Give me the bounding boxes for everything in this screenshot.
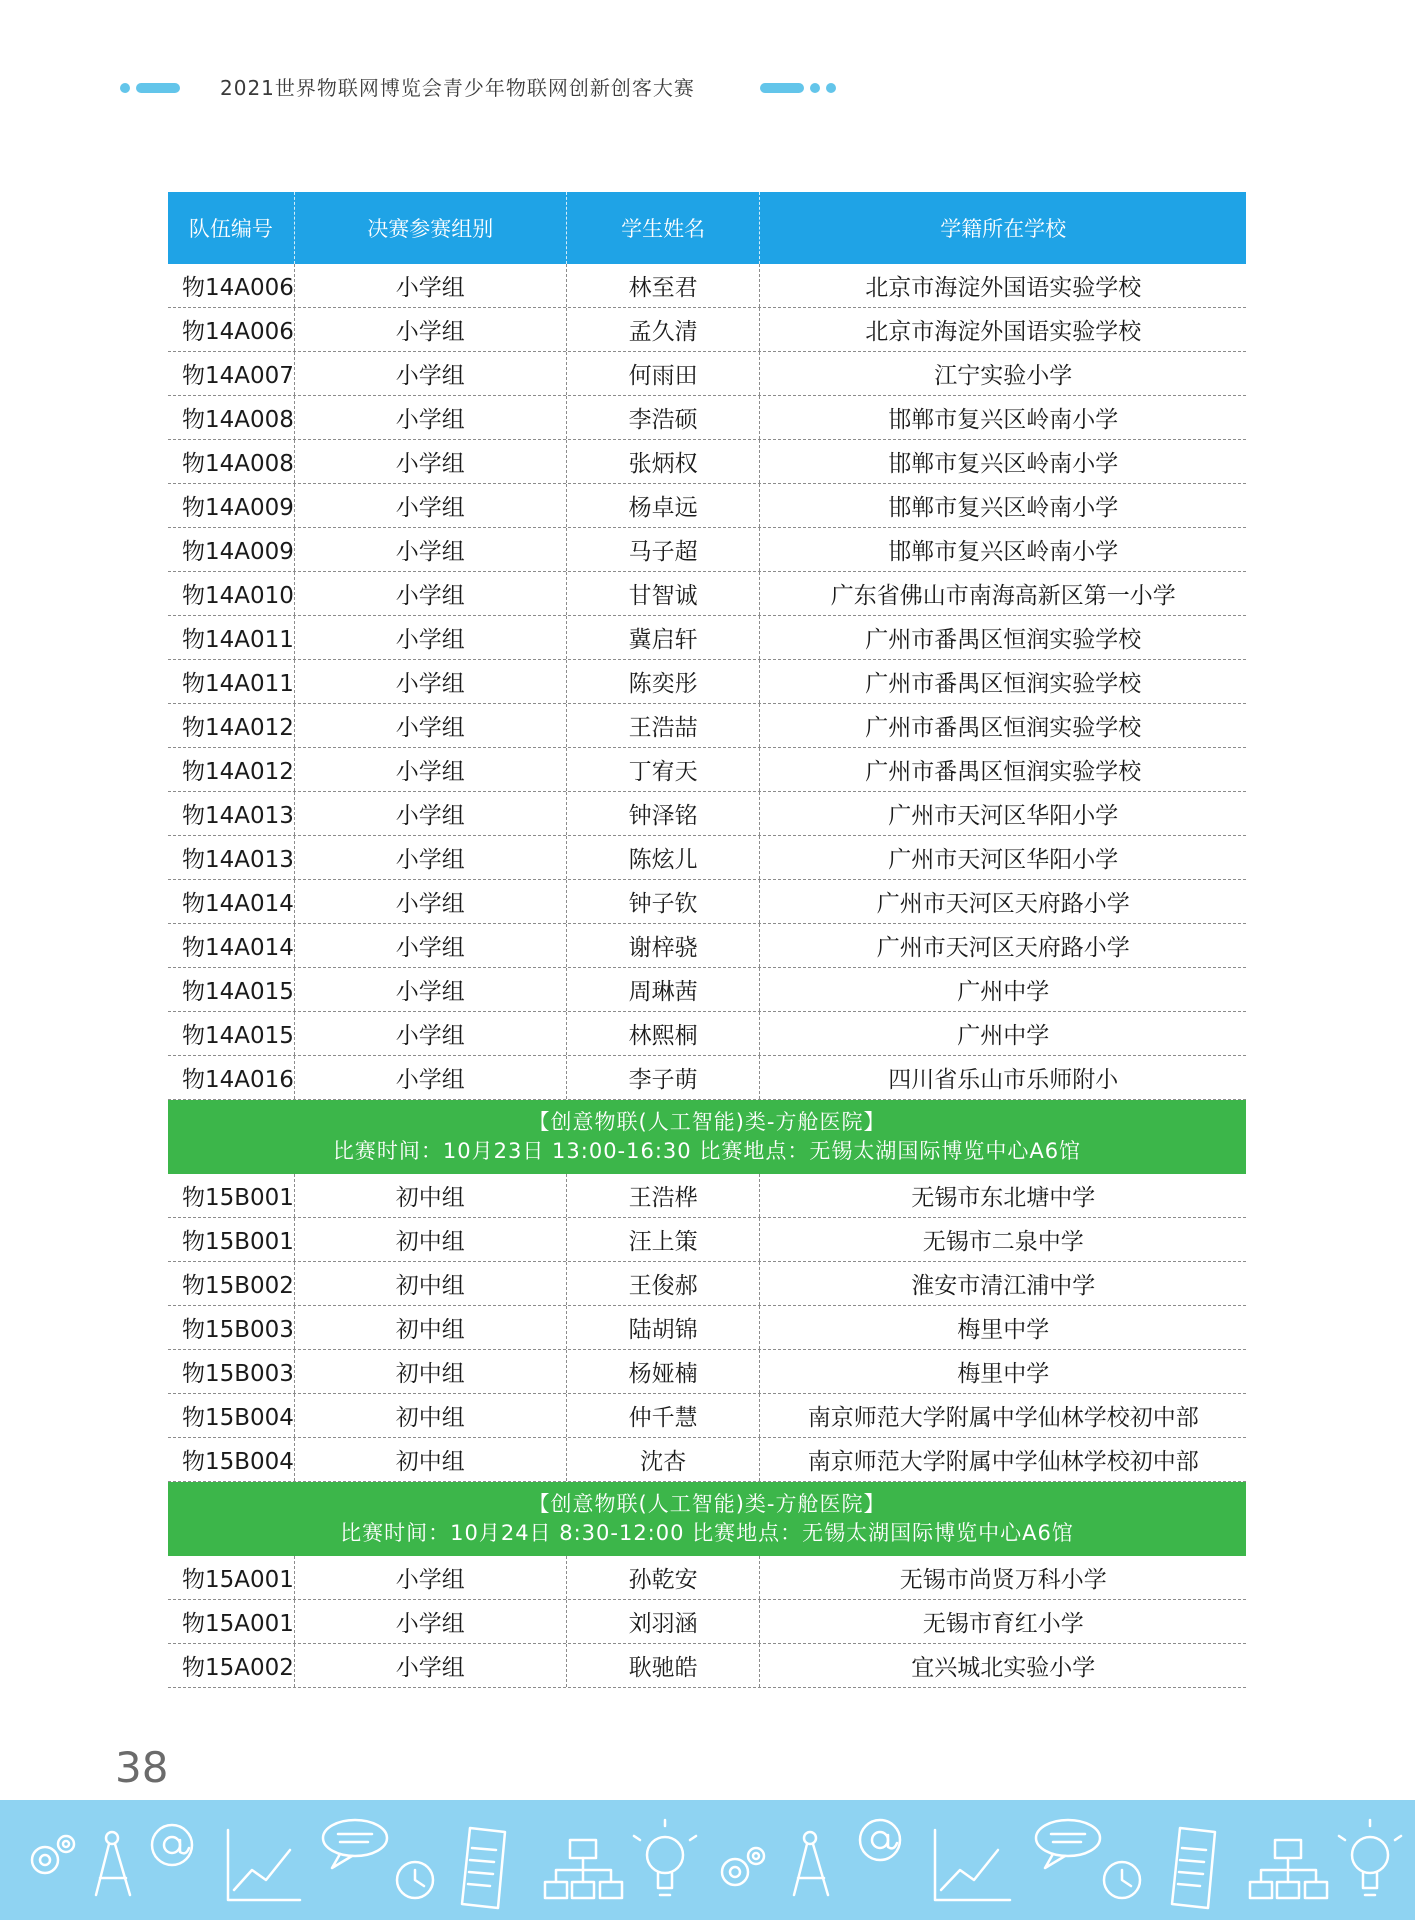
- cell-team-id: 物14A014: [182, 935, 294, 961]
- cell-student-name: 孟久清: [566, 308, 759, 351]
- cell-student-name: 王浩喆: [566, 704, 759, 747]
- table-row: [168, 748, 1246, 792]
- section-banner: [168, 1100, 1246, 1174]
- header-pill-decoration: [136, 83, 180, 93]
- table-row: [168, 792, 1246, 836]
- cell-division: 初中组: [294, 1438, 566, 1481]
- cell-student-name: 刘羽涵: [566, 1600, 759, 1643]
- cell-division: 小学组: [294, 1600, 566, 1643]
- cell-school: 邯郸市复兴区岭南小学: [759, 484, 1246, 527]
- cell-division: 初中组: [294, 1350, 566, 1393]
- table-row: [168, 484, 1246, 528]
- cell-student-name: 王浩桦: [566, 1174, 759, 1217]
- cell-student-name: 耿驰皓: [566, 1644, 759, 1687]
- cell-team-id: 物14A015: [182, 979, 294, 1005]
- cell-team-id: 物14A013: [182, 803, 294, 829]
- cell-team-id: 物14A006: [182, 275, 294, 301]
- cell-team-id: 物15A001: [182, 1611, 294, 1637]
- cell-student-name: 张炳权: [566, 440, 759, 483]
- cell-team-id: 物14A011: [182, 671, 294, 697]
- cell-school: 梅里中学: [759, 1306, 1246, 1349]
- table-row: [168, 1394, 1246, 1438]
- cell-team-id: 物14A014: [182, 891, 294, 917]
- cell-student-name: 杨卓远: [566, 484, 759, 527]
- table-row: [168, 616, 1246, 660]
- cell-team-id: 物15B002: [182, 1273, 294, 1299]
- cell-school: 广州市番禺区恒润实验学校: [759, 748, 1246, 791]
- table-row: [168, 264, 1246, 308]
- page-number: 38: [115, 1743, 169, 1792]
- clock-icon: [1104, 1862, 1140, 1898]
- table-row: [168, 1218, 1246, 1262]
- cell-team-id: 物14A009: [182, 539, 294, 565]
- cell-student-name: 陈奕彤: [566, 660, 759, 703]
- at-sign-icon: [860, 1820, 900, 1860]
- table-row: [168, 704, 1246, 748]
- compass-icon: [794, 1832, 828, 1895]
- cell-student-name: 沈杏: [566, 1438, 759, 1481]
- table-row: [168, 1350, 1246, 1394]
- speech-bubble-icon: [323, 1820, 387, 1868]
- table-row: [168, 572, 1246, 616]
- cell-division: 小学组: [294, 1644, 566, 1687]
- cell-school: 无锡市育红小学: [759, 1600, 1246, 1643]
- cell-school: 宜兴城北实验小学: [759, 1644, 1246, 1687]
- cell-team-id: 物14A013: [182, 847, 294, 873]
- cell-division: 小学组: [294, 528, 566, 571]
- footer-icons: [0, 1800, 1415, 1920]
- clock-icon: [397, 1862, 433, 1898]
- column-header-school: 学籍所在学校: [759, 192, 1246, 264]
- cell-school: 无锡市二泉中学: [759, 1218, 1246, 1261]
- cell-school: 邯郸市复兴区岭南小学: [759, 440, 1246, 483]
- cell-school: 广州中学: [759, 1012, 1246, 1055]
- cell-school: 广州市天河区天府路小学: [759, 880, 1246, 923]
- header-dot-decoration: [120, 83, 130, 93]
- participants-table: [168, 192, 1246, 1688]
- cell-school: 梅里中学: [759, 1350, 1246, 1393]
- table-row: [168, 1556, 1246, 1600]
- cell-student-name: 陆胡锦: [566, 1306, 759, 1349]
- gear-icon: [722, 1848, 764, 1885]
- cell-team-id: 物14A008: [182, 407, 294, 433]
- table-row: [168, 1012, 1246, 1056]
- cell-team-id: 物15B001: [182, 1229, 294, 1255]
- cell-school: 邯郸市复兴区岭南小学: [759, 396, 1246, 439]
- table-row: [168, 440, 1246, 484]
- cell-team-id: 物14A015: [182, 1023, 294, 1049]
- column-header-student-name: 学生姓名: [566, 192, 759, 264]
- lightbulb-icon: [1339, 1820, 1401, 1895]
- cell-student-name: 丁宥天: [566, 748, 759, 791]
- cell-student-name: 甘智诚: [566, 572, 759, 615]
- cell-team-id: 物14A009: [182, 495, 294, 521]
- cell-student-name: 钟子钦: [566, 880, 759, 923]
- cell-division: 初中组: [294, 1174, 566, 1217]
- cell-team-id: 物14A010: [182, 583, 294, 609]
- cell-student-name: 冀启轩: [566, 616, 759, 659]
- cell-student-name: 陈炫儿: [566, 836, 759, 879]
- cell-student-name: 汪上策: [566, 1218, 759, 1261]
- table-row: [168, 1306, 1246, 1350]
- cell-division: 小学组: [294, 396, 566, 439]
- table-row: [168, 924, 1246, 968]
- cell-school: 江宁实验小学: [759, 352, 1246, 395]
- cell-team-id: 物15B003: [182, 1317, 294, 1343]
- footer-decoration-band: [0, 1800, 1415, 1920]
- table-row: [168, 660, 1246, 704]
- cell-division: 小学组: [294, 484, 566, 527]
- table-row: [168, 1644, 1246, 1688]
- cell-team-id: 物15B004: [182, 1405, 294, 1431]
- table-row: [168, 1438, 1246, 1482]
- cell-team-id: 物14A012: [182, 715, 294, 741]
- cell-school: 广州中学: [759, 968, 1246, 1011]
- cell-team-id: 物15B001: [182, 1185, 294, 1211]
- cell-school: 广州市番禺区恒润实验学校: [759, 704, 1246, 747]
- cell-division: 小学组: [294, 968, 566, 1011]
- cell-student-name: 何雨田: [566, 352, 759, 395]
- table-row: [168, 1056, 1246, 1100]
- cell-school: 北京市海淀外国语实验学校: [759, 308, 1246, 351]
- cell-school: 南京师范大学附属中学仙林学校初中部: [759, 1394, 1246, 1437]
- table-header-row: [168, 192, 1246, 264]
- table-row: [168, 352, 1246, 396]
- cell-team-id: 物15A002: [182, 1655, 294, 1681]
- table-row: [168, 528, 1246, 572]
- cell-division: 小学组: [294, 880, 566, 923]
- cell-student-name: 钟泽铭: [566, 792, 759, 835]
- cell-student-name: 杨娅楠: [566, 1350, 759, 1393]
- document-icon: [1172, 1828, 1215, 1908]
- section-banner: [168, 1482, 1246, 1556]
- cell-division: 小学组: [294, 572, 566, 615]
- cell-student-name: 李浩硕: [566, 396, 759, 439]
- cell-division: 小学组: [294, 308, 566, 351]
- cell-division: 小学组: [294, 836, 566, 879]
- cell-school: 广东省佛山市南海高新区第一小学: [759, 572, 1246, 615]
- cell-team-id: 物14A006: [182, 319, 294, 345]
- cell-division: 初中组: [294, 1218, 566, 1261]
- section-banner-title: 【创意物联(人工智能)类-方舱医院】: [528, 1110, 886, 1134]
- table-row: [168, 968, 1246, 1012]
- cell-division: 小学组: [294, 748, 566, 791]
- cell-team-id: 物14A007: [182, 363, 294, 389]
- lightbulb-icon: [634, 1820, 696, 1895]
- cell-team-id: 物14A008: [182, 451, 294, 477]
- cell-school: 广州市番禺区恒润实验学校: [759, 660, 1246, 703]
- line-chart-icon: [228, 1830, 300, 1900]
- cell-school: 邯郸市复兴区岭南小学: [759, 528, 1246, 571]
- cell-team-id: 物14A012: [182, 759, 294, 785]
- cell-school: 广州市天河区华阳小学: [759, 836, 1246, 879]
- cell-division: 小学组: [294, 616, 566, 659]
- cell-student-name: 仲千慧: [566, 1394, 759, 1437]
- cell-division: 小学组: [294, 1556, 566, 1599]
- page-header: [0, 74, 1415, 102]
- cell-student-name: 林熙桐: [566, 1012, 759, 1055]
- table-row: [168, 880, 1246, 924]
- cell-division: 小学组: [294, 792, 566, 835]
- cell-team-id: 物15B003: [182, 1361, 294, 1387]
- cell-school: 四川省乐山市乐师附小: [759, 1056, 1246, 1099]
- line-chart-icon: [935, 1830, 1010, 1900]
- header-dot-decoration: [826, 83, 836, 93]
- flowchart-icon: [1250, 1840, 1327, 1898]
- cell-division: 初中组: [294, 1306, 566, 1349]
- cell-division: 小学组: [294, 1056, 566, 1099]
- cell-student-name: 王俊郝: [566, 1262, 759, 1305]
- cell-division: 小学组: [294, 660, 566, 703]
- cell-school: 淮安市清江浦中学: [759, 1262, 1246, 1305]
- cell-school: 广州市番禺区恒润实验学校: [759, 616, 1246, 659]
- cell-division: 小学组: [294, 924, 566, 967]
- column-header-team-id: 队伍编号: [188, 217, 273, 241]
- cell-team-id: 物14A016: [182, 1067, 294, 1093]
- cell-team-id: 物14A011: [182, 627, 294, 653]
- cell-division: 小学组: [294, 704, 566, 747]
- cell-student-name: 李子萌: [566, 1056, 759, 1099]
- cell-school: 广州市天河区天府路小学: [759, 924, 1246, 967]
- cell-student-name: 周琳茜: [566, 968, 759, 1011]
- table-row: [168, 1174, 1246, 1218]
- header-dot-decoration: [810, 83, 820, 93]
- cell-student-name: 林至君: [566, 264, 759, 307]
- speech-bubble-icon: [1036, 1820, 1100, 1868]
- table-row: [168, 836, 1246, 880]
- header-pill-decoration: [760, 83, 804, 93]
- cell-division: 小学组: [294, 1012, 566, 1055]
- header-title: 2021世界物联网博览会青少年物联网创新创客大赛: [220, 76, 695, 100]
- cell-school: 无锡市东北塘中学: [759, 1174, 1246, 1217]
- compass-icon: [96, 1832, 130, 1895]
- section-banner-schedule: 比赛时间：10月24日 8:30-12:00 比赛地点：无锡太湖国际博览中心A6馆: [340, 1521, 1074, 1545]
- table-body: [168, 264, 1246, 1688]
- cell-student-name: 谢梓骁: [566, 924, 759, 967]
- column-header-division: 决赛参赛组别: [294, 192, 566, 264]
- cell-division: 初中组: [294, 1262, 566, 1305]
- at-sign-icon: [152, 1825, 192, 1865]
- section-banner-schedule: 比赛时间：10月23日 13:00-16:30 比赛地点：无锡太湖国际博览中心A6馆: [332, 1139, 1082, 1163]
- table-row: [168, 396, 1246, 440]
- cell-division: 小学组: [294, 352, 566, 395]
- cell-division: 初中组: [294, 1394, 566, 1437]
- cell-school: 无锡市尚贤万科小学: [759, 1556, 1246, 1599]
- cell-school: 南京师范大学附属中学仙林学校初中部: [759, 1438, 1246, 1481]
- cell-team-id: 物15B004: [182, 1449, 294, 1475]
- cell-school: 北京市海淀外国语实验学校: [759, 264, 1246, 307]
- cell-student-name: 孙乾安: [566, 1556, 759, 1599]
- gear-icon: [32, 1836, 74, 1873]
- section-banner-title: 【创意物联(人工智能)类-方舱医院】: [528, 1492, 886, 1516]
- flowchart-icon: [545, 1840, 622, 1898]
- cell-team-id: 物15A001: [182, 1567, 294, 1593]
- cell-school: 广州市天河区华阳小学: [759, 792, 1246, 835]
- document-icon: [462, 1828, 505, 1908]
- cell-division: 小学组: [294, 440, 566, 483]
- cell-division: 小学组: [294, 264, 566, 307]
- table-row: [168, 1600, 1246, 1644]
- cell-student-name: 马子超: [566, 528, 759, 571]
- table-row: [168, 308, 1246, 352]
- table-row: [168, 1262, 1246, 1306]
